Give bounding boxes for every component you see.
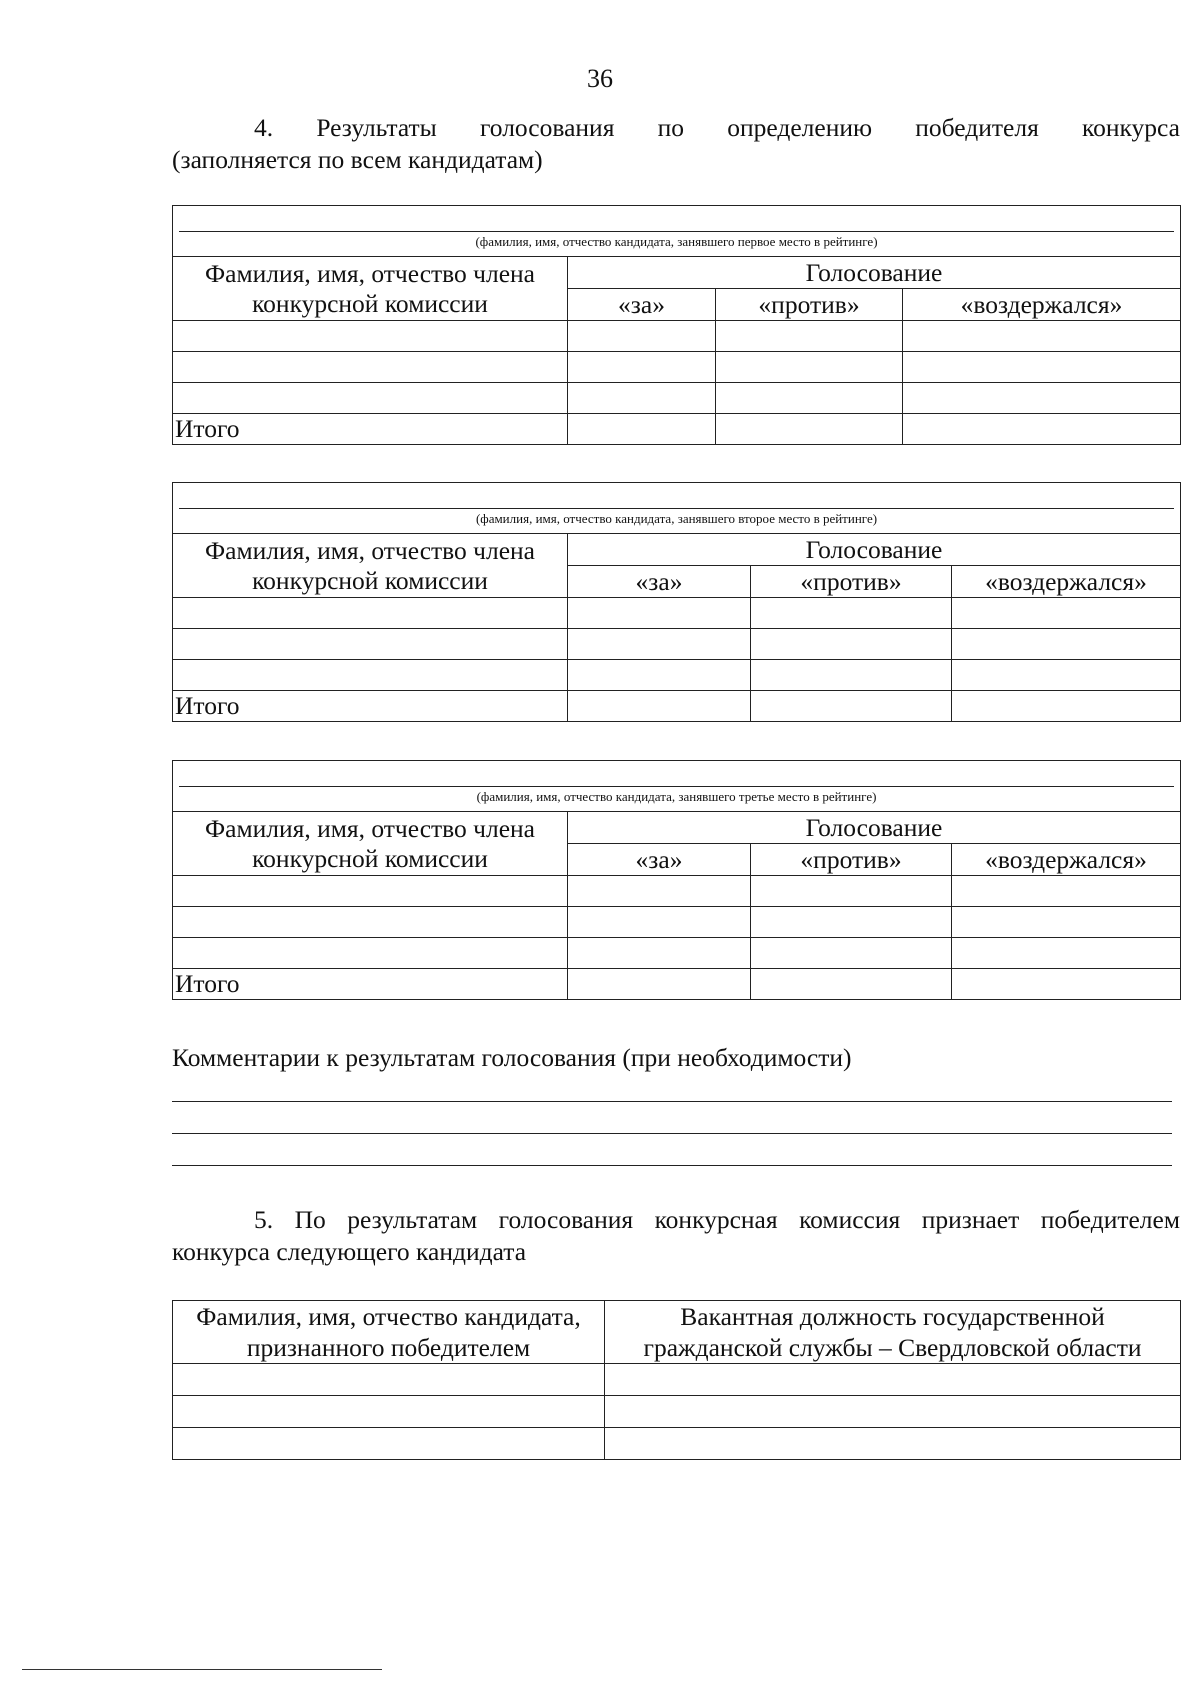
page-number: 36 (587, 64, 613, 93)
candidate-name-line (179, 508, 1174, 509)
voting-table-first-place (172, 205, 1181, 445)
against-cell[interactable] (751, 876, 952, 907)
against-cell[interactable] (751, 629, 952, 660)
member-cell[interactable] (173, 876, 568, 907)
table-row (173, 1396, 1181, 1428)
comment-line[interactable] (172, 1101, 1172, 1102)
total-abstained-cell[interactable] (952, 969, 1181, 1000)
col-for-header: «за» (568, 844, 751, 876)
abstained-cell[interactable] (903, 352, 1181, 383)
for-cell[interactable] (568, 598, 751, 629)
against-cell[interactable] (751, 598, 952, 629)
section4-heading: 4. Результаты голосования по определению победителя конкурса (254, 113, 1180, 142)
for-cell[interactable] (568, 876, 751, 907)
table-row (173, 383, 1181, 414)
member-header (173, 534, 568, 598)
for-cell[interactable] (568, 938, 751, 969)
member-cell[interactable] (173, 383, 568, 414)
candidate-name-field[interactable] (173, 206, 1181, 257)
against-cell[interactable] (716, 352, 903, 383)
vacant-position-cell[interactable] (605, 1396, 1181, 1428)
col-abstained-header: «воздержался» (952, 566, 1181, 598)
total-abstained-cell[interactable] (952, 691, 1181, 722)
member-header (173, 812, 568, 876)
abstained-cell[interactable] (952, 598, 1181, 629)
for-cell[interactable] (568, 383, 716, 414)
table-row (173, 907, 1181, 938)
against-cell[interactable] (751, 938, 952, 969)
vacant-position-header (605, 1301, 1181, 1364)
table-row (173, 352, 1181, 383)
total-against-cell[interactable] (716, 414, 903, 445)
col-against-header: «против» (751, 844, 952, 876)
total-label: Итого (173, 414, 568, 445)
against-cell[interactable] (751, 907, 952, 938)
abstained-cell[interactable] (903, 383, 1181, 414)
member-cell[interactable] (173, 598, 568, 629)
winner-name-cell[interactable] (173, 1364, 605, 1396)
total-for-cell[interactable] (568, 691, 751, 722)
against-cell[interactable] (751, 660, 952, 691)
voting-header: Голосование (568, 812, 1181, 844)
table-row (173, 876, 1181, 907)
member-cell[interactable] (173, 938, 568, 969)
section5-heading: 5. По результатам голосования конкурсная комиссия признает победителем (254, 1205, 1180, 1234)
member-header-line2: конкурсной комиссии (252, 288, 488, 318)
member-cell[interactable] (173, 629, 568, 660)
member-header-line1: Фамилия, имя, отчество члена (205, 258, 535, 288)
candidate-caption: (фамилия, имя, отчество кандидата, занявшего второе место в рейтинге) (475, 511, 878, 526)
winner-name-cell[interactable] (173, 1396, 605, 1428)
winner-name-header (173, 1301, 605, 1364)
voting-table-third-place (172, 760, 1181, 1000)
for-cell[interactable] (568, 352, 716, 383)
table-row (173, 321, 1181, 352)
member-header-line1: Фамилия, имя, отчество члена (205, 535, 535, 565)
table-row (173, 1364, 1181, 1396)
col-against-header: «против» (751, 566, 952, 598)
table-row (173, 598, 1181, 629)
table-row (173, 938, 1181, 969)
winner-table (172, 1300, 1181, 1460)
total-row (173, 969, 1181, 1000)
vacant-position-cell[interactable] (605, 1428, 1181, 1460)
total-label: Итого (173, 969, 568, 1000)
for-cell[interactable] (568, 660, 751, 691)
voting-table-second-place (172, 482, 1181, 722)
for-cell[interactable] (568, 321, 716, 352)
vacant-position-header-line1: Вакантная должность государственной (680, 1302, 1105, 1331)
table-row (173, 660, 1181, 691)
winner-name-header-line2: признанного победителем (246, 1333, 531, 1362)
col-against-header: «против» (716, 289, 903, 321)
winner-name-header-line1: Фамилия, имя, отчество кандидата, (196, 1302, 581, 1331)
candidate-name-line (179, 786, 1174, 787)
col-for-header: «за» (568, 289, 716, 321)
col-abstained-header: «воздержался» (952, 844, 1181, 876)
total-row (173, 414, 1181, 445)
abstained-cell[interactable] (952, 660, 1181, 691)
table-row (173, 1428, 1181, 1460)
section4-subheading: (заполняется по всем кандидатам) (172, 145, 543, 174)
member-cell[interactable] (173, 660, 568, 691)
member-header-line2: конкурсной комиссии (252, 843, 488, 873)
member-header-line2: конкурсной комиссии (252, 565, 488, 595)
abstained-cell[interactable] (952, 629, 1181, 660)
against-cell[interactable] (716, 321, 903, 352)
voting-header: Голосование (568, 534, 1181, 566)
col-for-header: «за» (568, 566, 751, 598)
abstained-cell[interactable] (952, 938, 1181, 969)
member-cell[interactable] (173, 907, 568, 938)
for-cell[interactable] (568, 907, 751, 938)
against-cell[interactable] (716, 383, 903, 414)
footer-rule (22, 1669, 382, 1670)
vacant-position-cell[interactable] (605, 1364, 1181, 1396)
total-row (173, 691, 1181, 722)
candidate-caption: (фамилия, имя, отчество кандидата, занявшего третье место в рейтинге) (476, 789, 877, 804)
member-header-line1: Фамилия, имя, отчество члена (205, 813, 535, 843)
winner-name-cell[interactable] (173, 1428, 605, 1460)
comments-label: Комментарии к результатам голосования (при необходимости) (172, 1043, 852, 1072)
total-against-cell[interactable] (751, 969, 952, 1000)
comment-line[interactable] (172, 1133, 1172, 1134)
candidate-caption: (фамилия, имя, отчество кандидата, занявшего первое место в рейтинге) (475, 234, 878, 249)
member-cell[interactable] (173, 352, 568, 383)
vacant-position-header-line2: гражданской службы – Свердловской области (643, 1333, 1142, 1362)
abstained-cell[interactable] (903, 321, 1181, 352)
candidate-name-line (179, 231, 1174, 232)
total-abstained-cell[interactable] (903, 414, 1181, 445)
total-for-cell[interactable] (568, 414, 716, 445)
col-abstained-header: «воздержался» (903, 289, 1181, 321)
abstained-cell[interactable] (952, 876, 1181, 907)
member-cell[interactable] (173, 321, 568, 352)
abstained-cell[interactable] (952, 907, 1181, 938)
for-cell[interactable] (568, 629, 751, 660)
comment-line[interactable] (172, 1165, 1172, 1166)
candidate-name-field[interactable] (173, 483, 1181, 534)
total-for-cell[interactable] (568, 969, 751, 1000)
table-row (173, 629, 1181, 660)
section5-subheading: конкурса следующего кандидата (172, 1237, 527, 1266)
member-header (173, 257, 568, 321)
candidate-name-field[interactable] (173, 761, 1181, 812)
total-label: Итого (173, 691, 568, 722)
voting-header: Голосование (568, 257, 1181, 289)
total-against-cell[interactable] (751, 691, 952, 722)
